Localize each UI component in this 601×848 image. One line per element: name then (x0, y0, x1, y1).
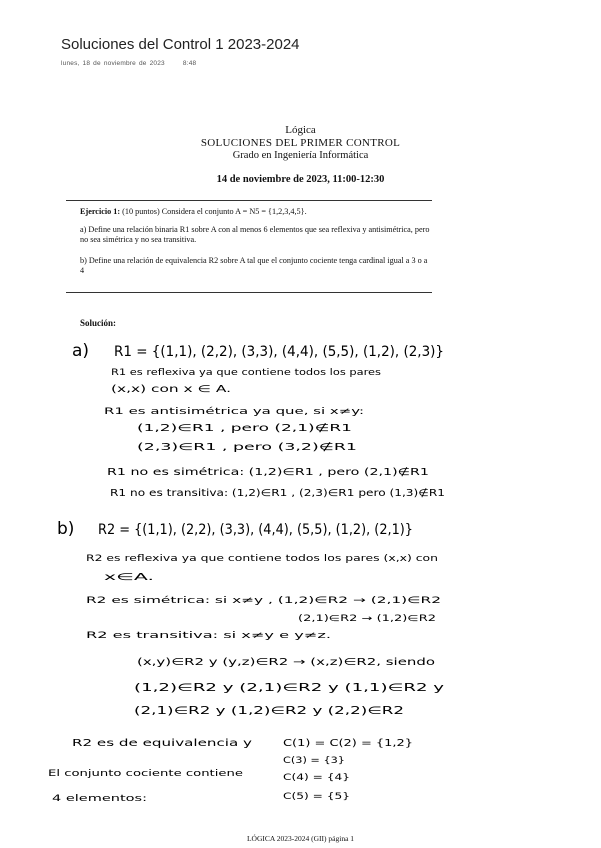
hw-r1-notrans: R1 no es transitiva: (1,2)∈R1 , (2,3)∈R1 pero (1,3)∉R1 (110, 488, 445, 499)
solution-label: Solución: (80, 318, 117, 328)
exercise-text: (10 puntos) Considera el conjunto A = N5 = {1,2,3,4,5}. (122, 207, 307, 216)
hw-r1-anti-3: (2,3)∈R1 , pero (3,2)∉R1 (137, 442, 357, 453)
hw-r2-trans-4: (2,1)∈R2 y (1,2)∈R2 y (2,2)∈R2 (134, 705, 404, 717)
hw-r2-reflex-1: R2 es reflexiva ya que contiene todos los pares (x,x) con (86, 554, 438, 564)
hw-r1-nosym: R1 no es simétrica: (1,2)∈R1 , pero (2,1)∉R1 (107, 467, 429, 478)
hw-quotient-2: 4 elementos: (52, 794, 147, 804)
hw-c4: C(4) = {4} (283, 773, 350, 783)
hw-r2-def: R2 = {(1,1), (2,2), (3,3), (4,4), (5,5), (1,2), (2,1)} (98, 522, 413, 538)
hw-r1-anti-1: R1 es antisimétrica ya que, si x≠y: (104, 407, 261, 417)
hw-r2-trans-3: (1,2)∈R2 y (2,1)∈R2 y (1,1)∈R2 y (134, 682, 444, 694)
hw-b-label: b) (57, 519, 75, 539)
note-time-text: 8:48 (182, 60, 197, 67)
doc-degree: Grado en Ingeniería Informática (232, 150, 369, 161)
note-date-text: lunes, 18 de noviembre de 2023 (61, 60, 165, 67)
hw-c1: C(1) = C(2) = {1,2} (283, 738, 413, 749)
hw-r2-reflex-2: x∈A. (104, 572, 154, 583)
exercise-label: Ejercicio 1: (80, 207, 121, 216)
doc-heading: SOLUCIONES DEL PRIMER CONTROL (200, 137, 401, 149)
doc-exam-date: 14 de noviembre de 2023, 11:00-12:30 (216, 174, 385, 185)
hw-r2-sym-2: (2,1)∈R2 → (1,2)∈R2 (298, 614, 436, 624)
exercise-part-a: a) Define una relación binaria R1 sobre A con al menos 6 elementos que sea reflexiva y antisimétrica, pero no sea simétrica y no sea transitiva. (80, 225, 430, 244)
note-title: Soluciones del Control 1 2023-2024 (61, 36, 300, 53)
exercise-part-b: b) Define una relación de equivalencia R2 sobre A tal que el conjunto cociente tenga cardinal igual a 3 o a 4 (80, 256, 428, 275)
page-footer: LÓGICA 2023-2024 (GII) página 1 (246, 834, 355, 843)
hw-quotient-1: El conjunto cociente contiene (48, 769, 244, 779)
hw-r2-trans-1: R2 es transitiva: si x≠y e y≠z. (86, 631, 331, 641)
doc-subject: Lógica (285, 124, 316, 136)
hw-r2-sym-1: R2 es simétrica: si x≠y , (1,2)∈R2 → (2,1)∈R2 (86, 596, 294, 606)
hw-r1-reflex-1: R1 es reflexiva ya que contiene todos los pares (111, 368, 382, 378)
hw-r2-trans-2: (x,y)∈R2 y (y,z)∈R2 → (x,z)∈R2, siendo (137, 657, 435, 668)
hw-c3: C(3) = {3} (283, 756, 345, 766)
hw-r1-reflex-2: (x,x) con x ∈ A. (111, 384, 231, 395)
hw-r2-equiv: R2 es de equivalencia y (72, 738, 253, 749)
hw-r1-anti-2: (1,2)∈R1 , pero (2,1)∉R1 (137, 423, 352, 434)
hw-a-label: a) (72, 341, 90, 361)
hw-c5: C(5) = {5} (283, 792, 350, 802)
hw-r1-def: R1 = {(1,1), (2,2), (3,3), (4,4), (5,5), (1,2), (2,3)} (114, 344, 444, 360)
